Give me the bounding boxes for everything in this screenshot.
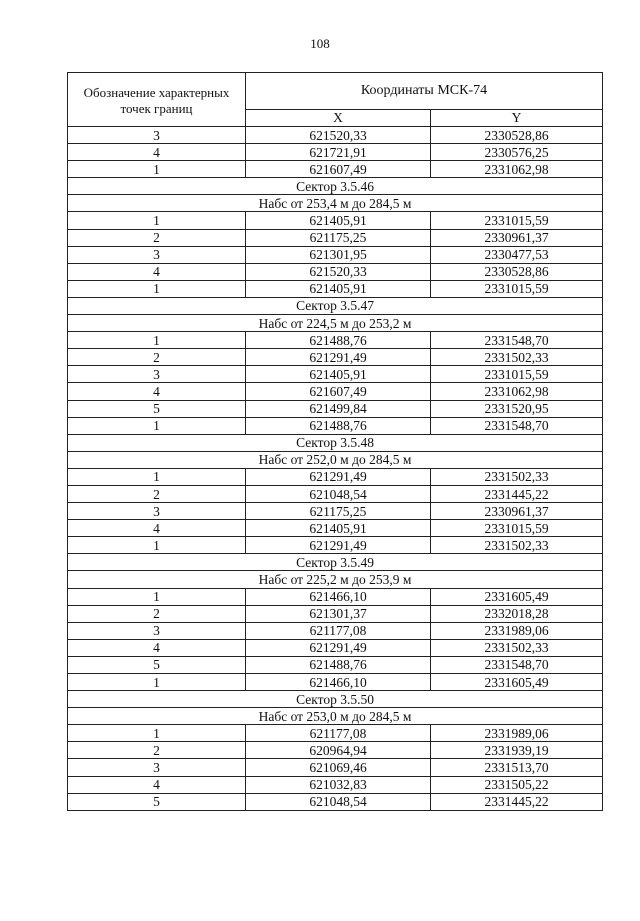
x-coordinate-cell: 621291,49	[246, 639, 431, 656]
table-row	[68, 212, 603, 229]
y-coordinate-cell: 2331513,70	[431, 759, 603, 776]
y-coordinate-cell: 2330528,86	[431, 127, 603, 144]
point-number-cell: 1	[68, 280, 246, 297]
point-number-cell: 1	[68, 468, 246, 485]
x-coordinate-cell: 621048,54	[246, 485, 431, 502]
section-row	[68, 434, 603, 451]
point-number-cell: 1	[68, 332, 246, 349]
y-coordinate-cell: 2331548,70	[431, 417, 603, 434]
table-row	[68, 485, 603, 502]
table-row	[68, 503, 603, 520]
table-row	[68, 742, 603, 759]
table-row	[68, 776, 603, 793]
table-row	[68, 520, 603, 537]
point-number-cell: 3	[68, 366, 246, 383]
point-number-cell: 4	[68, 263, 246, 280]
y-coordinate-cell: 2330961,37	[431, 229, 603, 246]
point-number-cell: 1	[68, 537, 246, 554]
table-row	[68, 246, 603, 263]
point-number-cell: 3	[68, 759, 246, 776]
x-coordinate-cell: 621405,91	[246, 280, 431, 297]
point-number-cell: 5	[68, 793, 246, 810]
x-coordinate-cell: 621405,91	[246, 366, 431, 383]
x-coordinate-cell: 621721,91	[246, 144, 431, 161]
table-row	[68, 280, 603, 297]
y-coordinate-cell: 2331939,19	[431, 742, 603, 759]
table-row	[68, 349, 603, 366]
y-coordinate-cell: 2331062,98	[431, 161, 603, 178]
y-coordinate-cell: 2331548,70	[431, 332, 603, 349]
section-row	[68, 691, 603, 708]
section-row	[68, 297, 603, 314]
x-coordinate-cell: 621488,76	[246, 417, 431, 434]
table-row	[68, 144, 603, 161]
y-coordinate-cell: 2330961,37	[431, 503, 603, 520]
section-row	[68, 178, 603, 195]
section-label: Сектор 3.5.48	[68, 434, 603, 451]
y-coordinate-cell: 2331520,95	[431, 400, 603, 417]
y-coordinate-cell: 2331015,59	[431, 212, 603, 229]
point-number-cell: 2	[68, 485, 246, 502]
section-label: Сектор 3.5.47	[68, 297, 603, 314]
table-row	[68, 366, 603, 383]
x-coordinate-cell: 621520,33	[246, 127, 431, 144]
table-row	[68, 656, 603, 673]
section-label: Сектор 3.5.50	[68, 691, 603, 708]
x-coordinate-cell: 621488,76	[246, 656, 431, 673]
y-column-header: Y	[431, 110, 603, 127]
x-coordinate-cell: 621177,08	[246, 725, 431, 742]
x-coordinate-cell: 620964,94	[246, 742, 431, 759]
point-number-cell: 1	[68, 588, 246, 605]
y-coordinate-cell: 2331989,06	[431, 725, 603, 742]
x-coordinate-cell: 621175,25	[246, 503, 431, 520]
point-number-cell: 2	[68, 742, 246, 759]
point-number-cell: 3	[68, 622, 246, 639]
y-coordinate-cell: 2331015,59	[431, 520, 603, 537]
coordinates-table	[67, 72, 603, 811]
x-coordinate-cell: 621177,08	[246, 622, 431, 639]
point-number-cell: 1	[68, 674, 246, 691]
y-coordinate-cell: 2331015,59	[431, 280, 603, 297]
x-coordinate-cell: 621301,37	[246, 605, 431, 622]
point-number-cell: 3	[68, 246, 246, 263]
table-row	[68, 400, 603, 417]
point-designation-header: Обозначение характерных точек границ	[68, 73, 246, 127]
section-label: Сектор 3.5.49	[68, 554, 603, 571]
y-coordinate-cell: 2331502,33	[431, 468, 603, 485]
table-row	[68, 127, 603, 144]
x-coordinate-cell: 621488,76	[246, 332, 431, 349]
table-body	[68, 127, 603, 811]
x-coordinate-cell: 621607,49	[246, 161, 431, 178]
y-coordinate-cell: 2331548,70	[431, 656, 603, 673]
table-row	[68, 229, 603, 246]
y-coordinate-cell: 2332018,28	[431, 605, 603, 622]
section-row	[68, 195, 603, 212]
table-row	[68, 588, 603, 605]
coordinates-system-header: Координаты МСК-74	[246, 73, 603, 110]
x-coordinate-cell: 621175,25	[246, 229, 431, 246]
table-row	[68, 537, 603, 554]
y-coordinate-cell: 2331015,59	[431, 366, 603, 383]
x-coordinate-cell: 621466,10	[246, 674, 431, 691]
x-coordinate-cell: 621607,49	[246, 383, 431, 400]
x-coordinate-cell: 621048,54	[246, 793, 431, 810]
y-coordinate-cell: 2331605,49	[431, 674, 603, 691]
y-coordinate-cell: 2331445,22	[431, 485, 603, 502]
table-row	[68, 332, 603, 349]
section-label: Набс от 253,4 м до 284,5 м	[68, 195, 603, 212]
point-number-cell: 3	[68, 503, 246, 520]
table-row	[68, 639, 603, 656]
x-coordinate-cell: 621291,49	[246, 537, 431, 554]
x-coordinate-cell: 621520,33	[246, 263, 431, 280]
table-row	[68, 793, 603, 810]
y-coordinate-cell: 2331505,22	[431, 776, 603, 793]
y-coordinate-cell: 2331062,98	[431, 383, 603, 400]
section-label: Набс от 252,0 м до 284,5 м	[68, 451, 603, 468]
x-coordinate-cell: 621032,83	[246, 776, 431, 793]
point-number-cell: 1	[68, 212, 246, 229]
section-row	[68, 708, 603, 725]
x-coordinate-cell: 621466,10	[246, 588, 431, 605]
x-coordinate-cell: 621499,84	[246, 400, 431, 417]
point-number-cell: 1	[68, 417, 246, 434]
y-coordinate-cell: 2330477,53	[431, 246, 603, 263]
table-row	[68, 759, 603, 776]
x-column-header: X	[246, 110, 431, 127]
x-coordinate-cell: 621069,46	[246, 759, 431, 776]
section-row	[68, 571, 603, 588]
table-row	[68, 263, 603, 280]
y-coordinate-cell: 2331502,33	[431, 639, 603, 656]
section-label: Набс от 224,5 м до 253,2 м	[68, 315, 603, 332]
point-number-cell: 1	[68, 161, 246, 178]
point-number-cell: 5	[68, 656, 246, 673]
y-coordinate-cell: 2331445,22	[431, 793, 603, 810]
section-row	[68, 451, 603, 468]
x-coordinate-cell: 621291,49	[246, 349, 431, 366]
x-coordinate-cell: 621291,49	[246, 468, 431, 485]
y-coordinate-cell: 2331605,49	[431, 588, 603, 605]
table-header-row	[68, 73, 603, 110]
point-number-cell: 4	[68, 639, 246, 656]
point-number-cell: 1	[68, 725, 246, 742]
y-coordinate-cell: 2330576,25	[431, 144, 603, 161]
section-row	[68, 315, 603, 332]
section-label: Набс от 253,0 м до 284,5 м	[68, 708, 603, 725]
point-number-cell: 3	[68, 127, 246, 144]
table-row	[68, 161, 603, 178]
point-number-cell: 2	[68, 349, 246, 366]
x-coordinate-cell: 621405,91	[246, 212, 431, 229]
point-number-cell: 2	[68, 605, 246, 622]
x-coordinate-cell: 621301,95	[246, 246, 431, 263]
point-number-cell: 4	[68, 144, 246, 161]
point-number-cell: 4	[68, 776, 246, 793]
table-row	[68, 468, 603, 485]
table-row	[68, 725, 603, 742]
section-label: Набс от 225,2 м до 253,9 м	[68, 571, 603, 588]
point-number-cell: 5	[68, 400, 246, 417]
section-label: Сектор 3.5.46	[68, 178, 603, 195]
y-coordinate-cell: 2331502,33	[431, 537, 603, 554]
y-coordinate-cell: 2330528,86	[431, 263, 603, 280]
point-number-cell: 4	[68, 383, 246, 400]
table-row	[68, 417, 603, 434]
section-row	[68, 554, 603, 571]
table-row	[68, 674, 603, 691]
point-number-cell: 4	[68, 520, 246, 537]
point-number-cell: 2	[68, 229, 246, 246]
y-coordinate-cell: 2331502,33	[431, 349, 603, 366]
x-coordinate-cell: 621405,91	[246, 520, 431, 537]
page-number: 108	[310, 36, 330, 51]
y-coordinate-cell: 2331989,06	[431, 622, 603, 639]
table-row	[68, 622, 603, 639]
table-row	[68, 383, 603, 400]
table-row	[68, 605, 603, 622]
